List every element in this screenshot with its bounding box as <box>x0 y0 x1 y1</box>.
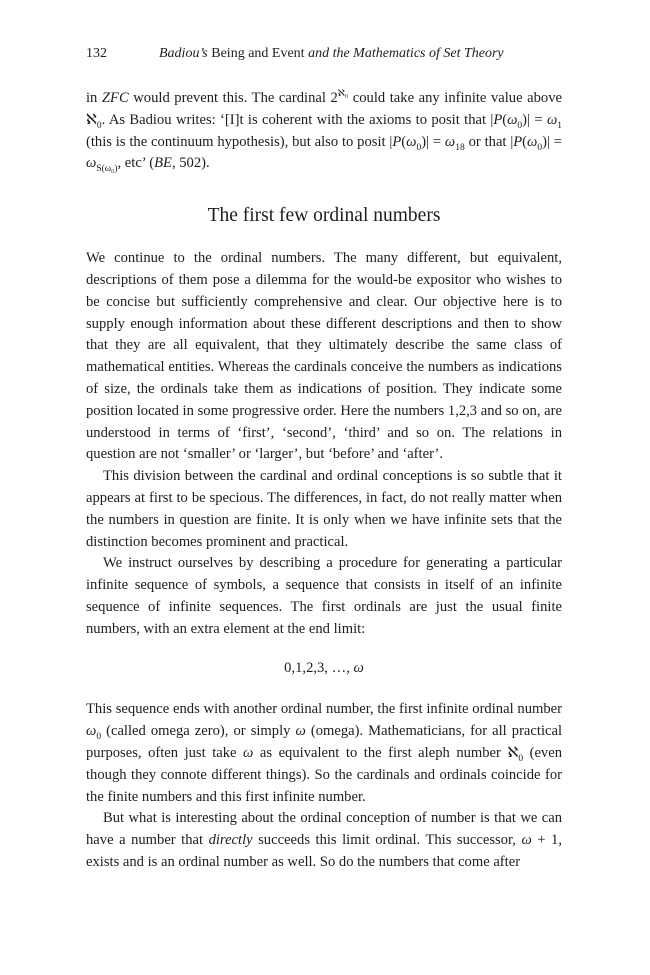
subscript: 18 <box>455 142 465 153</box>
subscript: 0 <box>96 732 102 743</box>
paragraph <box>86 808 562 873</box>
text-run: in <box>86 90 102 106</box>
subscript: 0 <box>537 142 543 153</box>
text-run: exists and is an ordinal number as well. So do the numbers that come after <box>86 853 521 870</box>
subscript: 0 <box>96 120 102 131</box>
page-number: 132 <box>86 46 107 61</box>
text-run: , etc’ ( <box>117 155 155 172</box>
math-symbol: ω <box>527 133 538 150</box>
body-text <box>86 88 562 874</box>
carryover-paragraph <box>86 88 562 175</box>
emphasis: directly <box>208 832 253 849</box>
text-run: (called omega zero), or simply <box>101 723 296 740</box>
math-symbol: ℵ <box>86 111 97 128</box>
text-run: as equivalent to the first aleph number <box>253 744 508 761</box>
paragraph: This division between the cardinal and ordinal conceptions is so subtle that it appears at first to be specious. The differences, in fact, do not really matter when the numbers in question are finite. It is only when we have infinite sets that the distinction becomes prominent and practical. <box>86 468 562 550</box>
paragraph: We continue to the ordinal numbers. The many different, but equivalent, descriptions of them pose a dilemma for the would-be expositor who wishes to be concise but sufficiently comprehensive and clear. Our objective here is to supply enough information about these different descriptions and then to show that they are all equivalent, that they ultimately describe the same class of mathematical entities. Whereas the cardinals conceive the numbers as indications of size, the ordinals take them as indications of position. They indicate some position located in some progressive order. Here the numbers 1,2,3 and so on, are understood in terms of ‘first’, ‘second’, ‘third’ and so on. The relations in question are not ‘smaller’ or ‘larger’, but ‘before’ and ‘after’. <box>86 250 562 463</box>
text-run: ( <box>522 133 528 150</box>
math-symbol: ω <box>86 155 97 172</box>
text-run: + 1, <box>531 832 562 849</box>
text-run: succeeds this limit ordinal. This successor, <box>252 832 522 849</box>
text-run: BE <box>154 155 172 172</box>
subscript: 0 <box>517 120 523 131</box>
math-symbol: ω <box>444 133 456 150</box>
running-title <box>159 45 504 63</box>
text-run: ( <box>401 133 407 150</box>
text-run: ZFC <box>101 90 129 106</box>
math-symbol: P <box>493 111 503 128</box>
text-run: or that | <box>464 133 514 150</box>
subscript: 0 <box>518 753 524 764</box>
paragraph: We instruct ourselves by describing a procedure for generating a particular infinite sequence of symbols, a sequence that consists in itself of an infinite sequence of infinite sequences. The first ordinals are just the usual finite numbers, with an extra element at the end limit: <box>86 555 562 637</box>
text-run: (this is the continuum hypothesis), but also to posit | <box>86 133 393 150</box>
math-symbol: ω <box>546 111 558 128</box>
display-formula <box>86 658 562 680</box>
text-run: (even though they connote different things). So the cardinals and ordinals coincide for the finite numbers and this first infinite number. <box>86 744 563 805</box>
text-run: ( <box>502 111 508 128</box>
superscript: ℵ₀ <box>337 89 349 100</box>
math-symbol: ℵ <box>507 744 519 761</box>
subscript: 0 <box>416 142 422 153</box>
text-run: , 502). <box>171 155 210 172</box>
math-symbol: P <box>392 133 402 150</box>
text-run: )| = <box>421 133 445 150</box>
math-symbol: ω <box>86 723 97 740</box>
text-run: could take any infinite value above <box>348 90 562 106</box>
text-run: But what is interesting about the ordinal conception of number is that we can have a number that <box>86 810 562 849</box>
title-part: Being and Event <box>207 46 309 61</box>
text-run: This sequence ends with another ordinal number, the first infinite ordinal number <box>86 701 562 718</box>
subscript: 1 <box>557 120 562 131</box>
math-symbol: ω <box>521 832 532 849</box>
section-heading: The first few ordinal numbers <box>207 205 441 227</box>
text-run: )| = <box>522 111 547 128</box>
title-part: and the Mathematics of Set Theory <box>308 46 504 61</box>
math-symbol: P <box>513 133 523 150</box>
text-run: )| = <box>542 133 562 150</box>
math-symbol: ω <box>243 744 254 761</box>
math-symbol: ω <box>295 723 306 740</box>
formula-text: 0,1,2,3, …, <box>284 659 354 676</box>
subscript: S(ω₀) <box>96 164 118 175</box>
math-symbol: ω <box>406 133 417 150</box>
text-run: (omega). Mathematicians, for all practical purposes, often just take <box>86 723 563 761</box>
math-symbol: ω <box>507 111 518 128</box>
title-part: Badiou’s <box>159 46 208 61</box>
text-run: would prevent this. The cardinal 2 <box>128 90 338 106</box>
paragraph <box>86 699 562 808</box>
text-run: . As Badiou writes: ‘[I]t is coherent with the axioms to posit that | <box>101 111 494 128</box>
math-symbol: ω <box>353 659 364 676</box>
